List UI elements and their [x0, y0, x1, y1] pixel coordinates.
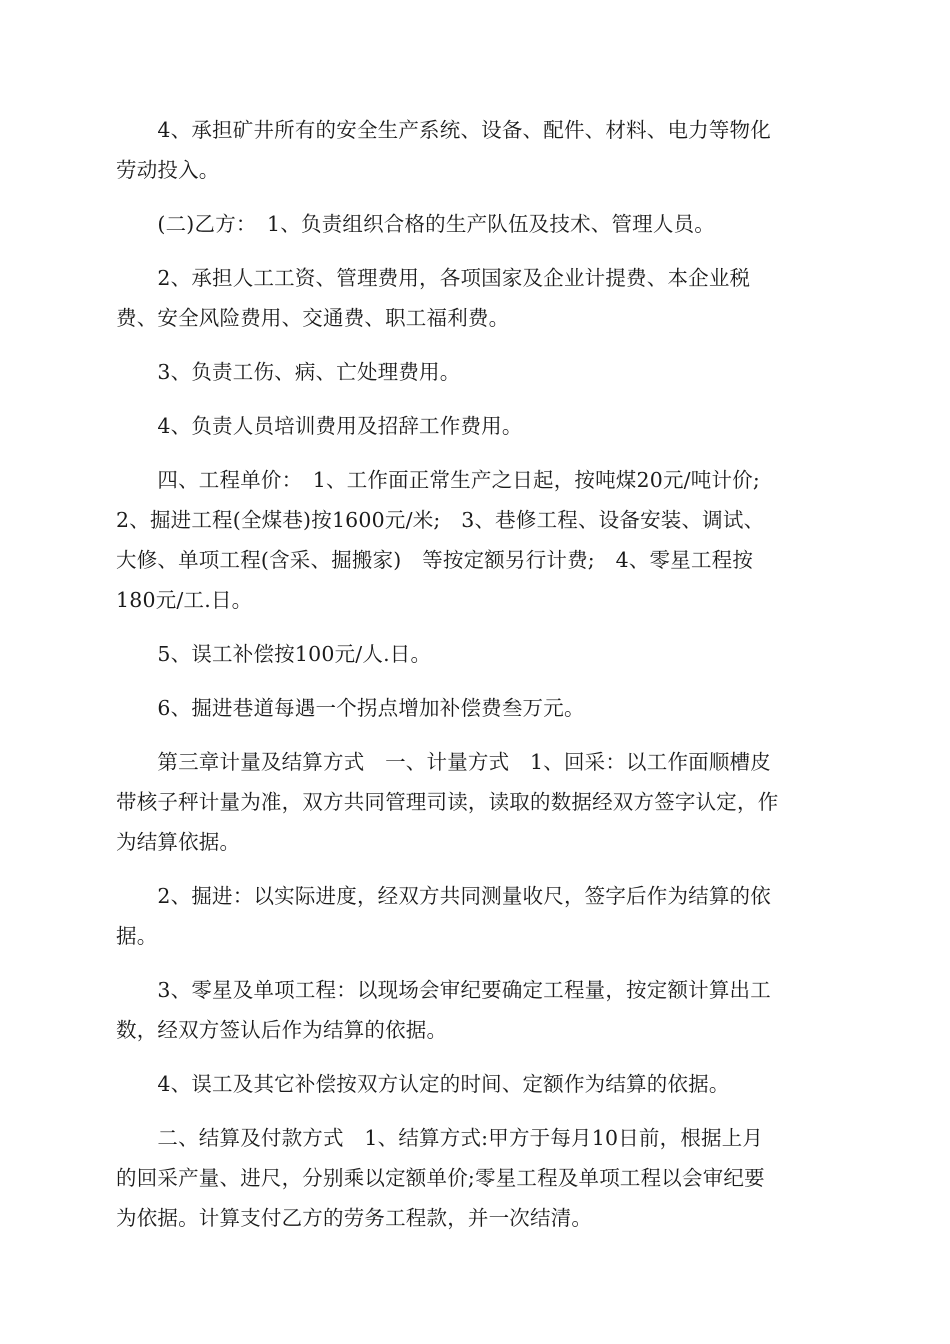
- text-line: 劳动投入。: [116, 158, 220, 182]
- text-line: 2、承担人工工资、管理费用，各项国家及企业计提费、本企业税: [116, 266, 751, 290]
- paragraph: [116, 460, 834, 620]
- paragraph: [116, 204, 834, 244]
- paragraph: [116, 970, 834, 1050]
- document-body: [116, 110, 834, 1252]
- text-line: 6、掘进巷道每遇一个拐点增加补偿费叁万元。: [116, 696, 585, 720]
- text-line: 据。: [116, 924, 158, 948]
- paragraph: [116, 258, 834, 338]
- text-line: 费、安全风险费用、交通费、职工福利费。: [116, 306, 510, 330]
- paragraph: [116, 1064, 834, 1104]
- paragraph: [116, 742, 834, 862]
- text-line: 的回采产量、进尺，分别乘以定额单价;零星工程及单项工程以会审纪要: [116, 1166, 765, 1190]
- paragraph: [116, 352, 834, 392]
- paragraph: [116, 1118, 834, 1238]
- paragraph: [116, 876, 834, 956]
- text-line: 4、负责人员培训费用及招辞工作费用。: [116, 414, 523, 438]
- text-line: 带核子秤计量为准，双方共同管理司读，读取的数据经双方签字认定，作: [116, 790, 779, 814]
- paragraph: [116, 110, 834, 190]
- text-line: 4、误工及其它补偿按双方认定的时间、定额作为结算的依据。: [116, 1072, 730, 1096]
- text-line: 3、负责工伤、病、亡处理费用。: [116, 360, 461, 384]
- text-line: 第三章计量及结算方式 一、计量方式 1、回采：以工作面顺槽皮: [116, 750, 771, 774]
- text-line: 2、掘进：以实际进度，经双方共同测量收尺，签字后作为结算的依: [116, 884, 771, 908]
- text-line: 5、误工补偿按100元/人.日。: [116, 642, 432, 666]
- text-line: 3、零星及单项工程：以现场会审纪要确定工程量，按定额计算出工: [116, 978, 771, 1002]
- text-line: 为依据。计算支付乙方的劳务工程款，并一次结清。: [116, 1206, 593, 1230]
- text-line: 4、承担矿井所有的安全生产系统、设备、配件、材料、电力等物化: [116, 118, 771, 142]
- text-line: 为结算依据。: [116, 830, 241, 854]
- text-line: 数，经双方签认后作为结算的依据。: [116, 1018, 448, 1042]
- text-line: 180元/工.日。: [116, 588, 253, 612]
- text-line: 四、工程单价： 1、工作面正常生产之日起，按吨煤20元/吨计价;: [116, 468, 760, 492]
- paragraph: [116, 688, 834, 728]
- paragraph: [116, 406, 834, 446]
- paragraph: [116, 634, 834, 674]
- text-line: 2、掘进工程(全煤巷)按1600元/米; 3、巷修工程、设备安装、调试、: [116, 508, 765, 532]
- text-line: 二、结算及付款方式 1、结算方式:甲方于每月10日前，根据上月: [116, 1126, 764, 1150]
- text-line: 大修、单项工程(含采、掘搬家) 等按定额另行计费; 4、零星工程按: [116, 548, 754, 572]
- text-line: (二)乙方： 1、负责组织合格的生产队伍及技术、管理人员。: [116, 212, 715, 236]
